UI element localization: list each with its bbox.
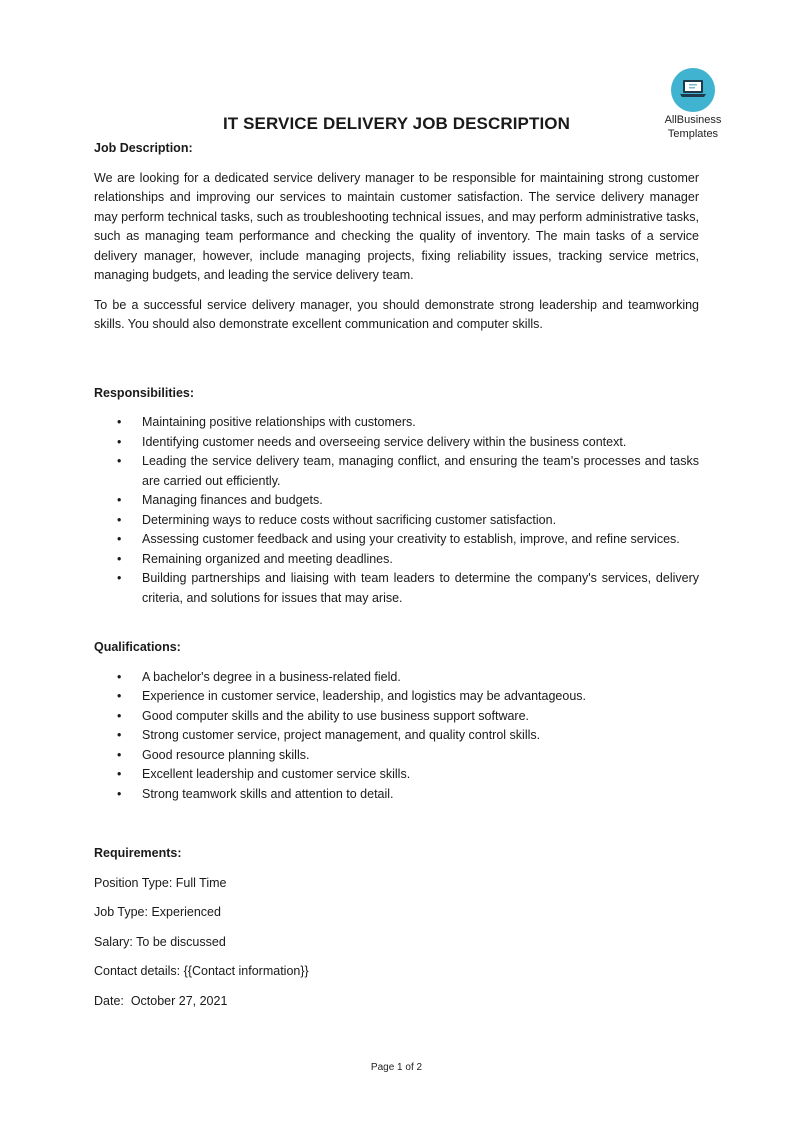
list-item: • Leading the service delivery team, managing conflict, and ensuring the team's processes and tasks are carried out efficiently. — [117, 454, 699, 488]
list-item: • Experience in customer service, leadership, and logistics may be advantageous. — [94, 687, 699, 707]
bullet-icon: • — [117, 571, 122, 585]
logo-text-line1: AllBusiness — [664, 114, 722, 126]
list-item: • Good computer skills and the ability to use business support software. — [94, 707, 699, 727]
requirements-heading: Requirements: — [94, 846, 182, 860]
bullet-icon: • — [117, 786, 122, 801]
list-item: • Excellent leadership and customer service skills. — [94, 765, 699, 785]
bullet-icon: • — [117, 767, 122, 781]
page-title: IT SERVICE DELIVERY JOB DESCRIPTION — [222, 114, 571, 133]
bullet-icon: • — [117, 512, 122, 527]
logo-text-line2: Templates — [667, 128, 719, 140]
bullet-icon: • — [117, 454, 122, 468]
position-type: Position Type: Full Time — [94, 875, 227, 890]
qualifications-list — [94, 668, 699, 805]
list-item: • Identifying customer needs and overseeing service delivery within the business context. — [94, 433, 699, 453]
list-item: • Strong teamwork skills and attention to detail. — [94, 785, 699, 805]
bullet-icon: • — [117, 708, 122, 723]
job-description-heading: Job Description: — [94, 141, 193, 155]
list-item: • Maintaining positive relationships with customers. — [94, 413, 699, 433]
list-item: • Managing finances and budgets. — [94, 491, 699, 511]
list-item: • Assessing customer feedback and using your creativity to establish, improve, and refine services. — [94, 530, 699, 550]
list-item: • Strong customer service, project management, and quality control skills. — [94, 726, 699, 746]
salary: Salary: To be discussed — [94, 934, 226, 949]
job-description-paragraph-1: We are looking for a dedicated service delivery manager to be responsible for maintaining strong customer relationships and improving our services to maintain customer satisfaction. The service delivery manager may perform technical tasks, such as troubleshooting technical issues, and may perform administrative tasks, such as managing team performance and checking the quality of inventory. The main tasks of a service delivery manager, however, include managing projects, fixing reliability issues, tracking service metrics, managing budgets, and leading the service delivery team. — [94, 170, 699, 282]
list-item: • Building partnerships and liaising with team leaders to determine the company's services, delivery criteria, and solutions for issues that may arise. — [117, 571, 699, 605]
list-item: • Remaining organized and meeting deadlines. — [94, 550, 699, 570]
responsibilities-heading: Responsibilities: — [94, 385, 195, 400]
bullet-icon: • — [117, 434, 122, 449]
bullet-icon: • — [117, 669, 122, 684]
page-number: Page 1 of 2 — [370, 1062, 423, 1073]
bullet-icon: • — [117, 728, 122, 742]
list-item: • A bachelor's degree in a business-related field. — [94, 668, 699, 688]
document-body — [94, 139, 699, 1011]
job-type: Job Type: Experienced — [94, 905, 221, 919]
job-description-paragraph-2: To be a successful service delivery manager, you should demonstrate strong leadership and teamworking skills. You should also demonstrate excellent communication and computer skills. — [94, 297, 699, 331]
date: Date: October 27, 2021 — [94, 993, 228, 1008]
qualifications-heading: Qualifications: — [94, 640, 181, 654]
list-item: • Determining ways to reduce costs without sacrificing customer satisfaction. — [94, 511, 699, 531]
contact-details: Contact details: {{Contact information}} — [94, 964, 309, 978]
bullet-icon: • — [117, 551, 122, 566]
bullet-icon: • — [117, 415, 122, 429]
bullet-icon: • — [117, 493, 122, 507]
bullet-icon: • — [117, 532, 122, 546]
responsibilities-list — [94, 413, 699, 608]
bullet-icon: • — [117, 689, 122, 703]
list-item: • Good resource planning skills. — [94, 746, 699, 766]
laptop-icon — [671, 68, 715, 112]
bullet-icon: • — [117, 747, 122, 762]
